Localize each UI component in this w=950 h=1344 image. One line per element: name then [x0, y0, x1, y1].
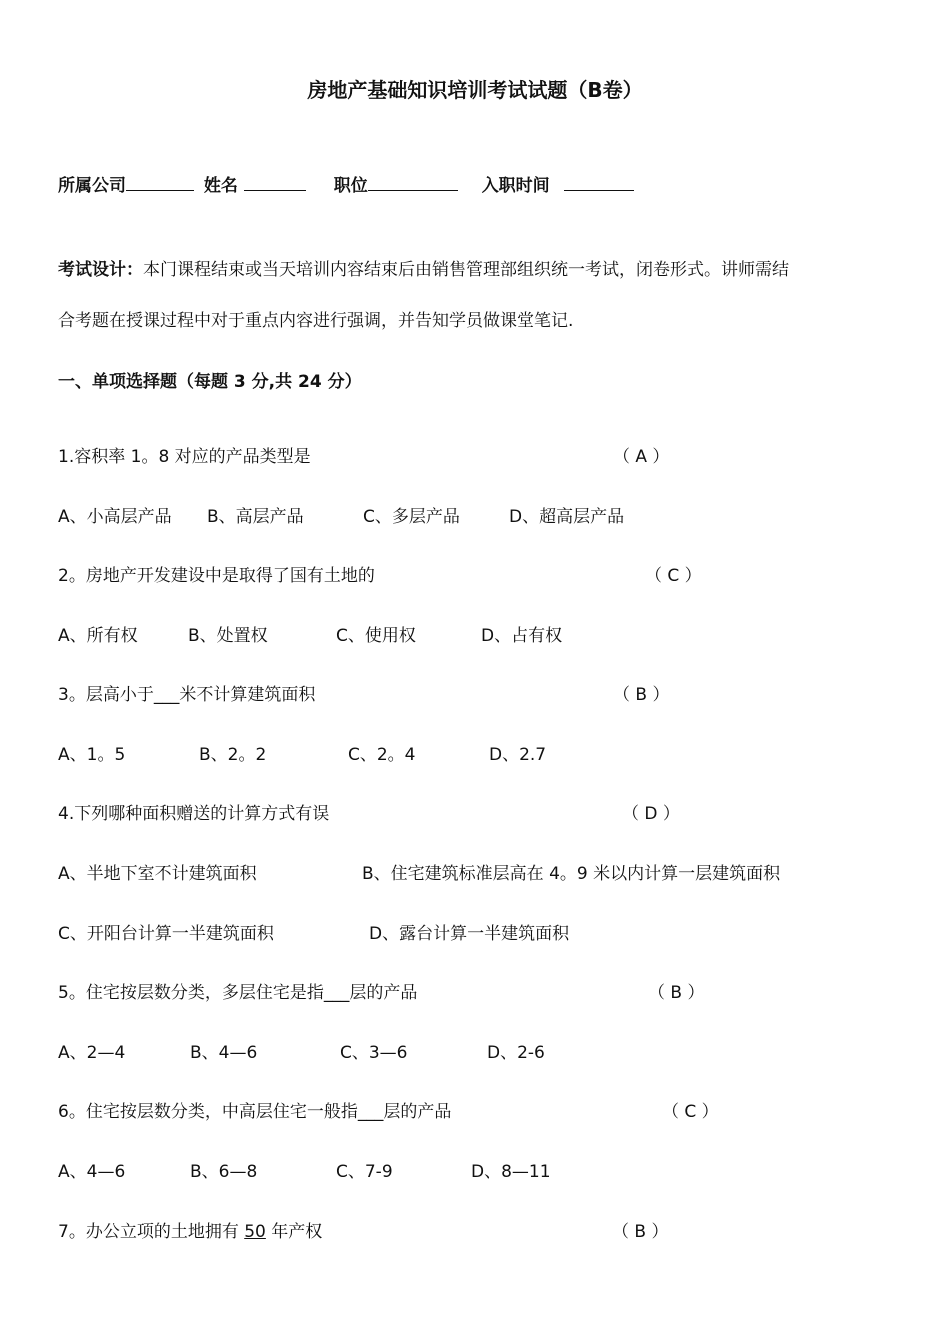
q2-option-d: D、占有权 — [481, 626, 563, 646]
answer-6: （ C ） — [662, 1102, 719, 1122]
q1-option-b: B、高层产品 — [207, 507, 304, 527]
answer-1: （ A ） — [613, 447, 670, 467]
answer-3: （ B ） — [613, 685, 670, 705]
question-2: 2。房地产开发建设中是取得了国有土地的 — [58, 566, 375, 586]
question-7 — [58, 1221, 322, 1243]
q5-option-a: A、2—4 — [58, 1043, 126, 1063]
q1-option-a: A、小高层产品 — [58, 507, 172, 527]
company-label: 所属公司 — [58, 176, 126, 196]
q2-option-a: A、所有权 — [58, 626, 138, 646]
info-row — [58, 172, 634, 197]
question-5: 5。住宅按层数分类，多层住宅是指___层的产品 — [58, 983, 418, 1003]
entry-blank[interactable] — [564, 172, 634, 191]
q7-text-before: 7。办公立项的土地拥有 — [58, 1222, 245, 1242]
position-blank[interactable] — [368, 172, 458, 191]
design-text-1: 本门课程结束或当天培训内容结束后由销售管理部组织统一考试，闭卷形式。讲师需结 — [143, 260, 789, 280]
design-line-2: 合考题在授课过程中对于重点内容进行强调，并告知学员做课堂笔记. — [58, 311, 574, 331]
answer-2: （ C ） — [645, 566, 702, 586]
q7-underlined-value: 50 — [244, 1222, 266, 1242]
document-title: 房地产基础知识培训考试试题（B卷） — [307, 78, 643, 102]
q3-option-c: C、2。4 — [348, 745, 416, 765]
design-label: 考试设计： — [58, 260, 143, 280]
q4-option-c: C、开阳台计算一半建筑面积 — [58, 924, 274, 944]
q6-option-d: D、8—11 — [471, 1162, 551, 1182]
question-4: 4.下列哪种面积赠送的计算方式有误 — [58, 804, 330, 824]
q4-option-b: B、住宅建筑标准层高在 4。9 米以内计算一层建筑面积 — [362, 864, 781, 884]
q1-option-c: C、多层产品 — [363, 507, 460, 527]
q3-option-b: B、2。2 — [199, 745, 267, 765]
q6-option-c: C、7-9 — [336, 1162, 393, 1182]
name-label: 姓名 — [203, 176, 238, 196]
question-1: 1.容积率 1。8 对应的产品类型是 — [58, 447, 311, 467]
company-blank[interactable] — [126, 172, 194, 191]
section-heading: 一、单项选择题（每题 3 分,共 24 分） — [58, 372, 362, 392]
answer-7: （ B ） — [612, 1222, 669, 1242]
answer-4: （ D ） — [622, 804, 680, 824]
q3-option-a: A、1。5 — [58, 745, 126, 765]
q2-option-c: C、使用权 — [336, 626, 416, 646]
entry-label: 入职时间 — [481, 176, 550, 196]
q4-option-a: A、半地下室不计建筑面积 — [58, 864, 257, 884]
name-blank[interactable] — [244, 172, 306, 191]
q2-option-b: B、处置权 — [188, 626, 268, 646]
q3-option-d: D、2.7 — [489, 745, 547, 765]
q7-text-after: 年产权 — [265, 1222, 323, 1242]
design-line-1 — [58, 259, 789, 281]
q5-option-d: D、2-6 — [487, 1043, 545, 1063]
q5-option-c: C、3—6 — [340, 1043, 408, 1063]
question-6: 6。住宅按层数分类，中高层住宅一般指___层的产品 — [58, 1102, 452, 1122]
position-label: 职位 — [333, 176, 368, 196]
q1-option-d: D、超高层产品 — [509, 507, 625, 527]
q6-option-a: A、4—6 — [58, 1162, 126, 1182]
q5-option-b: B、4—6 — [190, 1043, 258, 1063]
question-3: 3。层高小于___米不计算建筑面积 — [58, 685, 316, 705]
answer-5: （ B ） — [648, 983, 705, 1003]
q4-option-d: D、露台计算一半建筑面积 — [369, 924, 570, 944]
q6-option-b: B、6—8 — [190, 1162, 258, 1182]
